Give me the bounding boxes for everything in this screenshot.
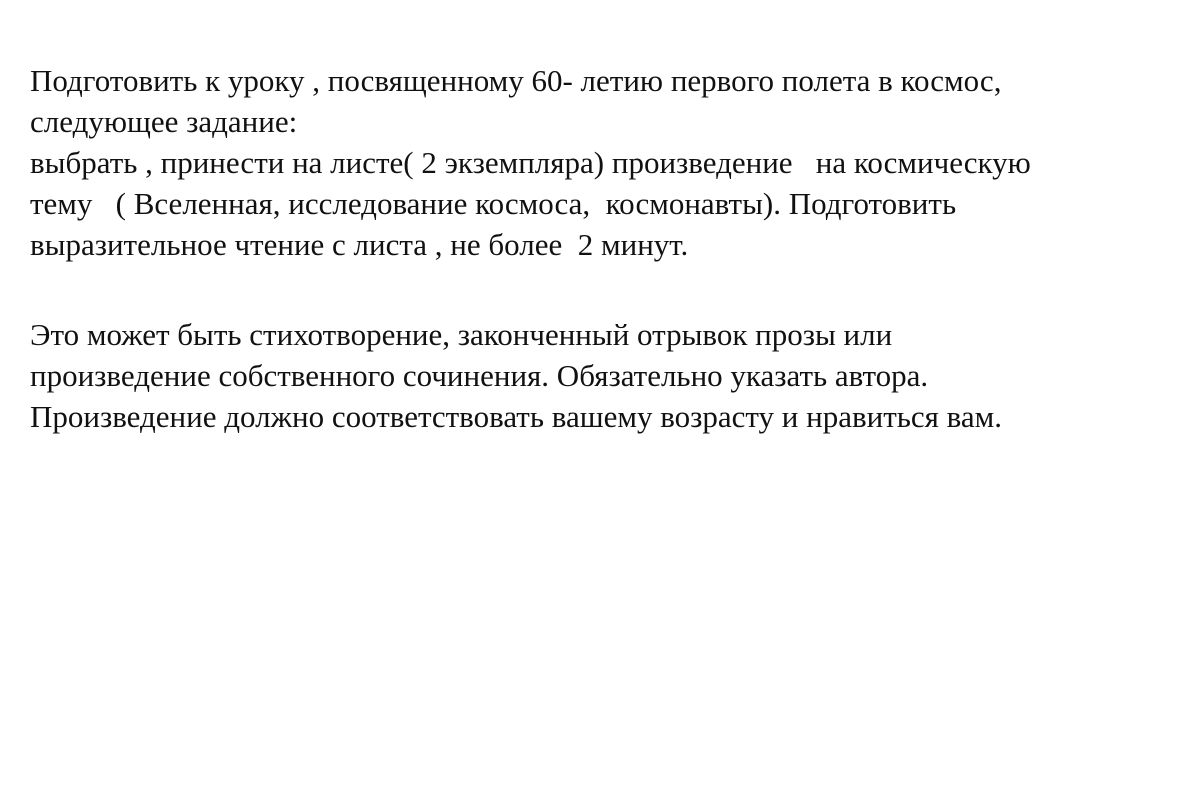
text-line: следующее задание: <box>30 104 298 139</box>
text-line: Подготовить к уроку , посвященному 60- летию первого полета в космос, <box>30 63 1002 98</box>
text-line: выбрать , принести на листе( 2 экземпляра) произведение на космическую <box>30 145 1031 180</box>
text-line: тему ( Вселенная, исследование космоса, космонавты). Подготовить <box>30 186 957 221</box>
text-line: произведение собственного сочинения. Обязательно указать автора. <box>30 358 929 393</box>
text-line: Это может быть стихотворение, законченный отрывок прозы или <box>30 317 893 352</box>
text-line: выразительное чтение с листа , не более 2 минут. <box>30 227 689 262</box>
task-paragraph <box>30 60 1190 265</box>
details-paragraph <box>30 314 1190 437</box>
text-line: Произведение должно соответствовать вашему возрасту и нравиться вам. <box>30 399 1003 434</box>
